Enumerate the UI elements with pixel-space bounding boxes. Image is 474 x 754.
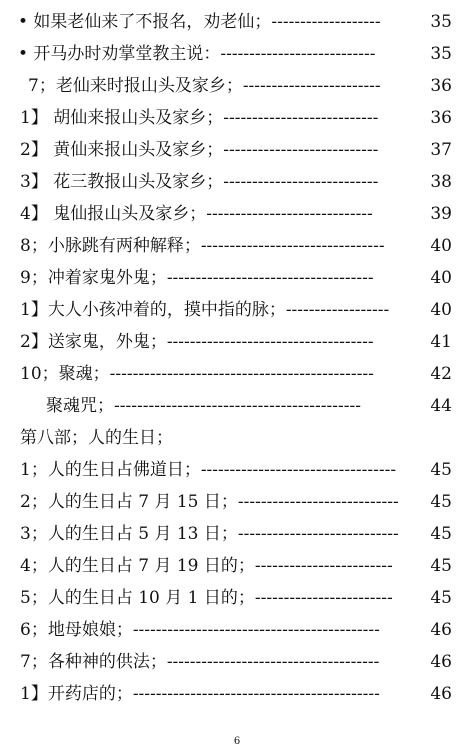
toc-entry-text: 3；人的生日占 5 月 13 日；---------------------------- <box>20 524 399 544</box>
toc-entry-page: 42 <box>430 364 452 384</box>
toc-entry-text: 2】送家鬼，外鬼；------------------------------------ <box>20 332 374 352</box>
toc-entry-text: 7；老仙来时报山头及家乡；------------------------ <box>28 76 381 96</box>
toc-entry <box>0 680 474 708</box>
toc-entry <box>0 392 474 420</box>
toc-entry-page: 39 <box>430 204 452 224</box>
toc-entry-page: 40 <box>430 300 452 320</box>
toc-entry <box>0 456 474 484</box>
toc-entry-page: 40 <box>430 236 452 256</box>
toc-entry-page: 46 <box>430 684 452 704</box>
toc-entry <box>0 552 474 580</box>
toc-entry-page: 46 <box>430 652 452 672</box>
toc-entry-text: 8；小脉跳有两种解释；-------------------------------- <box>20 236 385 256</box>
toc-entry-text: 2】 黄仙来报山头及家乡；--------------------------- <box>20 140 379 160</box>
toc-entry-text: • 开马办时劝掌堂教主说：--------------------------- <box>18 44 376 64</box>
toc-entry-text: 5；人的生日占 10 月 1 日的；------------------------ <box>20 588 393 608</box>
toc-entry-text: 1】大人小孩冲着的，摸中指的脉；------------------ <box>20 300 390 320</box>
toc-entry <box>0 520 474 548</box>
toc-entry <box>0 200 474 228</box>
toc-entry-page: 45 <box>430 556 452 576</box>
toc-entry <box>0 360 474 388</box>
toc-entry-text: 1】开药店的；------------------------------------------- <box>20 684 380 704</box>
toc-entry-text: 7；各种神的供法；------------------------------------- <box>20 652 380 672</box>
page-number: 6 <box>233 736 241 747</box>
toc-entry-page: 44 <box>430 396 452 416</box>
toc-entry-page: 35 <box>430 44 452 64</box>
toc-entry <box>0 168 474 196</box>
toc-entry <box>0 8 474 36</box>
toc-entry-text: 4】 鬼仙报山头及家乡；----------------------------- <box>20 204 373 224</box>
toc-entry-page: 40 <box>430 268 452 288</box>
toc-entry-text: 4；人的生日占 7 月 19 日的；------------------------ <box>20 556 393 576</box>
toc-entry-page: 46 <box>430 620 452 640</box>
toc-entry-text: 9；冲着家鬼外鬼；------------------------------------ <box>20 268 374 288</box>
toc-entry <box>0 584 474 612</box>
toc-entry-text: • 如果老仙来了不报名，劝老仙；------------------- <box>18 12 381 32</box>
toc-entry-text: 3】 花三教报山头及家乡；--------------------------- <box>20 172 379 192</box>
toc-entry-text: 2；人的生日占 7 月 15 日；---------------------------- <box>20 492 399 512</box>
toc-entry <box>0 488 474 516</box>
toc-entry <box>0 232 474 260</box>
toc-entry-page: 38 <box>430 172 452 192</box>
toc-entry-text: 6；地母娘娘；------------------------------------------- <box>20 620 380 640</box>
toc-entry-page: 37 <box>430 140 452 160</box>
toc-section-heading <box>0 424 474 452</box>
toc-entry-page: 41 <box>430 332 452 352</box>
toc-entry-text: 1】 胡仙来报山头及家乡；--------------------------- <box>20 108 379 128</box>
toc-entry-page: 45 <box>430 524 452 544</box>
toc-entry <box>0 264 474 292</box>
toc-entry <box>0 72 474 100</box>
toc-entry-page: 45 <box>430 588 452 608</box>
toc-entry <box>0 104 474 132</box>
toc-section-heading-text: 第八部；人的生日； <box>20 428 173 448</box>
toc-entry <box>0 296 474 324</box>
toc-entry <box>0 616 474 644</box>
toc-entry-text: 1；人的生日占佛道日；---------------------------------- <box>20 460 397 480</box>
toc-entry-page: 36 <box>430 76 452 96</box>
toc-entry <box>0 136 474 164</box>
toc-entry-page: 45 <box>430 460 452 480</box>
toc-entry-text: 聚魂咒；------------------------------------------- <box>46 396 361 416</box>
toc-entry-page: 35 <box>430 12 452 32</box>
toc-entry <box>0 40 474 68</box>
toc-entry <box>0 328 474 356</box>
toc-entry-text: 10；聚魂；---------------------------------------------- <box>20 364 374 384</box>
toc-entry <box>0 648 474 676</box>
toc-entry-page: 45 <box>430 492 452 512</box>
toc-entry-page: 36 <box>430 108 452 128</box>
